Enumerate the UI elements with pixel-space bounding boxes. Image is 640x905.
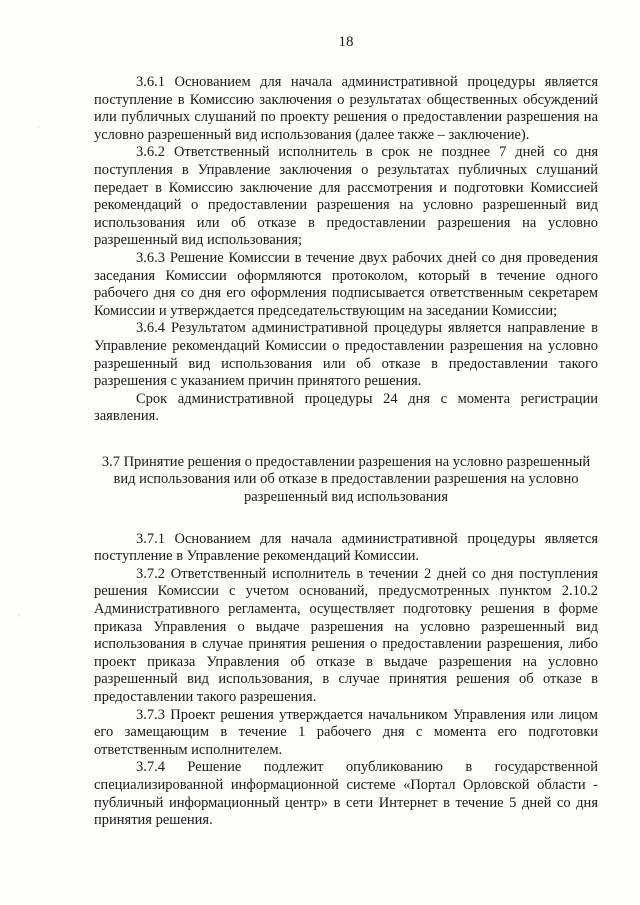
paragraph-3-7-3: 3.7.3 Проект решения утверждается начальником Управления или лицом его замещающим в течение 1 рабочего дня с момента его подготовки ответственным исполнителем. bbox=[94, 706, 598, 758]
paragraph-3-6-1: 3.6.1 Основанием для начала административной процедуры является поступление в Комиссию заключения о результатах общественных обсуждений или публичных слушаний по проекту решения о предоставлении разрешения на условно разрешенный вид использования (далее также – заключение). bbox=[94, 74, 598, 143]
paragraph-3-6-2: 3.6.2 Ответственный исполнитель в срок не позднее 7 дней со дня поступления в Управление заключения о результатах публичных слушаний передает в Комиссию заключение для рассмотрения и подготовки Комиссией рекомендаций о предоставлении разрешения на условно разрешенный вид использования или об отказе в предоставлении разрешения на условно разрешенный вид использования; bbox=[94, 144, 598, 249]
page-number: 18 bbox=[338, 34, 354, 50]
paragraph-3-7-1: 3.7.1 Основанием для начала административной процедуры является поступление в Управление рекомендаций Комиссии. bbox=[94, 530, 598, 565]
section-heading-3-7: 3.7 Принятие решения о предоставлении разрешения на условно разрешенный вид использования или об отказе в предоставлении разрешения на условно разрешенный вид использования bbox=[101, 453, 591, 506]
paragraph-3-6-3: 3.6.3 Решение Комиссии в течение двух рабочих дней со дня проведения заседания Комиссии оформляются протоколом, который в течение одного рабочего дня со дня его оформления подписывается ответственным секретарем Комиссии и утверждается председательствующим на заседании Комиссии; bbox=[94, 249, 598, 319]
paragraph-3-7-4: 3.7.4 Решение подлежит опубликованию в государственной специализированной информационной системе «Портал Орловской области - публичный информационный центр» в сети Интернет в течение 5 дней со дня принятия решения. bbox=[94, 759, 598, 829]
paragraph-deadline: Срок административной процедуры 24 дня с момента регистрации заявления. bbox=[94, 390, 598, 425]
paragraph-3-6-4: 3.6.4 Результатом административной процедуры является направление в Управление рекомендаций Комиссии о предоставлении разрешения на условно разрешенный вид использования или об отказе в предоставлении такого разрешения с указанием причин принятого решения. bbox=[94, 320, 598, 390]
paragraph-3-7-2: 3.7.2 Ответственный исполнитель в течении 2 дней со дня поступления решения Комиссии с учетом оснований, предусмотренных пунктом 2.10.2 Административного регламента, осуществляет подготовку решения в форме приказа Управления о выдаче разрешения на условно разрешенный вид использования в случае принятия решения о предоставлении разрешения, либо проект приказа Управления об отказе в выдаче разрешения на условно разрешенный вид использования, в случае принятия решения об отказе в предоставлении такого разрешения. bbox=[94, 565, 598, 705]
